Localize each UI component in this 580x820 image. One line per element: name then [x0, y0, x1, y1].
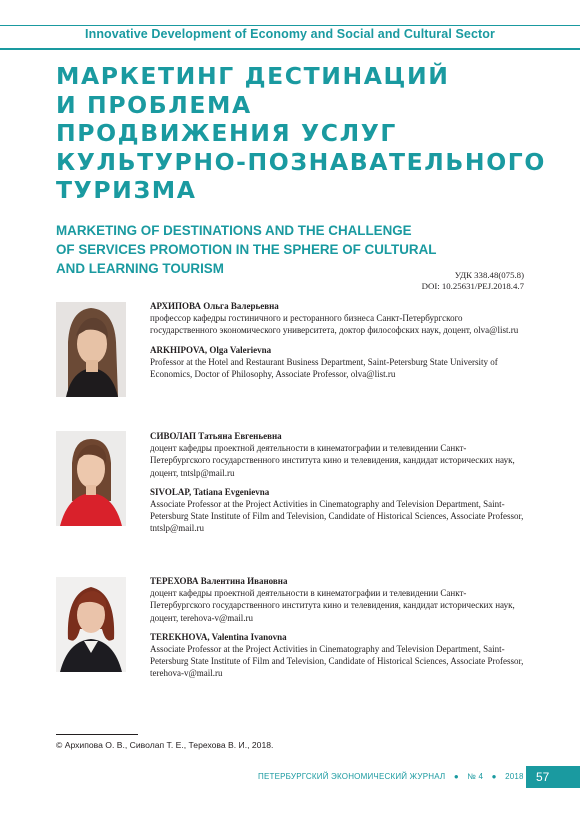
author-info-terekhova: [150, 575, 526, 680]
author-name-en: ARKHIPOVA, Olga Valerievna: [150, 344, 272, 355]
author-name-en: SIVOLAP, Tatiana Evgenievna: [150, 486, 270, 497]
author-bio-ru: доцент кафедры проектной деятельности в кинематографии и телевидении Санкт-Петербургского государственного института кино и телевидения, кандидат исторических наук, доцент, tntslp@mail.ru: [150, 443, 515, 478]
doi: DOI: 10.25631/PEJ.2018.4.7: [421, 281, 524, 291]
issue-number: № 4: [467, 772, 484, 781]
title-ru-line: ПРОДВИЖЕНИЯ УСЛУГ: [56, 119, 397, 147]
author-name-en: TEREKHOVA, Valentina Ivanovna: [150, 631, 287, 642]
author-photo-arkhipova: [56, 302, 126, 397]
author-photo-terekhova: [56, 577, 126, 672]
udc-code: УДК 338.48(075.8): [454, 270, 524, 280]
header-bottom-rule: [0, 48, 580, 50]
section-title: Innovative Development of Economy and Social and Cultural Sector: [85, 27, 495, 41]
header-top-rule: [0, 25, 580, 26]
author-bio-en: Associate Professor at the Project Activities in Cinematography and Television Department, Saint-Petersburg State Institute of Film and Television, Candidate of Historical Sciences, Associate Professor, tntslp@mail.ru: [150, 499, 524, 534]
author-name-ru: СИВОЛАП Татьяна Евгеньевна: [150, 431, 282, 441]
running-footer: [258, 772, 524, 786]
journal-name: ПЕТЕРБУРГСКИЙ ЭКОНОМИЧЕСКИЙ ЖУРНАЛ: [258, 772, 446, 781]
author-info-sivolap: [150, 430, 526, 535]
title-ru-line: МАРКЕТИНГ ДЕСТИНАЦИЙ: [56, 62, 450, 90]
author-name-ru: АРХИПОВА Ольга Валерьевна: [150, 301, 279, 311]
title-ru-line: И ПРОБЛЕМА: [56, 90, 252, 119]
page-number: 57: [526, 766, 580, 788]
title-ru-line: ТУРИЗМА: [56, 176, 197, 204]
bullet-icon: ●: [453, 772, 459, 781]
title-ru-line: КУЛЬТУРНО-ПОЗНАВАТЕЛЬНОГО: [56, 147, 546, 176]
title-en-line: MARKETING OF DESTINATIONS AND THE CHALLENGE: [56, 223, 412, 238]
article-title-ru: [56, 62, 556, 205]
author-bio-ru: доцент кафедры проектной деятельности в кинематографии и телевидении Санкт-Петербургского государственного института кино и телевидения, кандидат исторических наук, доцент, terehova-v@mail.ru: [150, 588, 515, 623]
title-en-line: OF SERVICES PROMOTION IN THE SPHERE OF CULTURAL: [56, 242, 437, 257]
author-photo-sivolap: [56, 431, 126, 526]
footnote-rule: [56, 734, 138, 735]
author-bio-en: Professor at the Hotel and Restaurant Business Department, Saint-Petersburg State University of Economics, Doctor of Philosophy, Associate Professor, olva@list.ru: [150, 356, 498, 380]
author-name-ru: ТЕРЕХОВА Валентина Ивановна: [150, 576, 288, 586]
article-title-en: [56, 221, 486, 278]
author-info-arkhipova: [150, 300, 526, 380]
author-bio-en: Associate Professor at the Project Activities in Cinematography and Television Department, Saint-Petersburg State Institute of Film and Television, Candidate of Historical Sciences, Associate Professor, terehova-v@mail.ru: [150, 644, 524, 679]
bullet-icon: ●: [491, 772, 497, 781]
author-bio-ru: профессор кафедры гостиничного и ресторанного бизнеса Санкт-Петербургского государственного экономического университета, доктор философских наук, доцент, olva@list.ru: [150, 313, 519, 336]
issue-year: 2018: [505, 772, 524, 781]
title-en-line: AND LEARNING TOURISM: [56, 261, 224, 276]
copyright-note: © Архипова О. В., Сиволап Т. Е., Терехова В. И., 2018.: [56, 740, 274, 750]
